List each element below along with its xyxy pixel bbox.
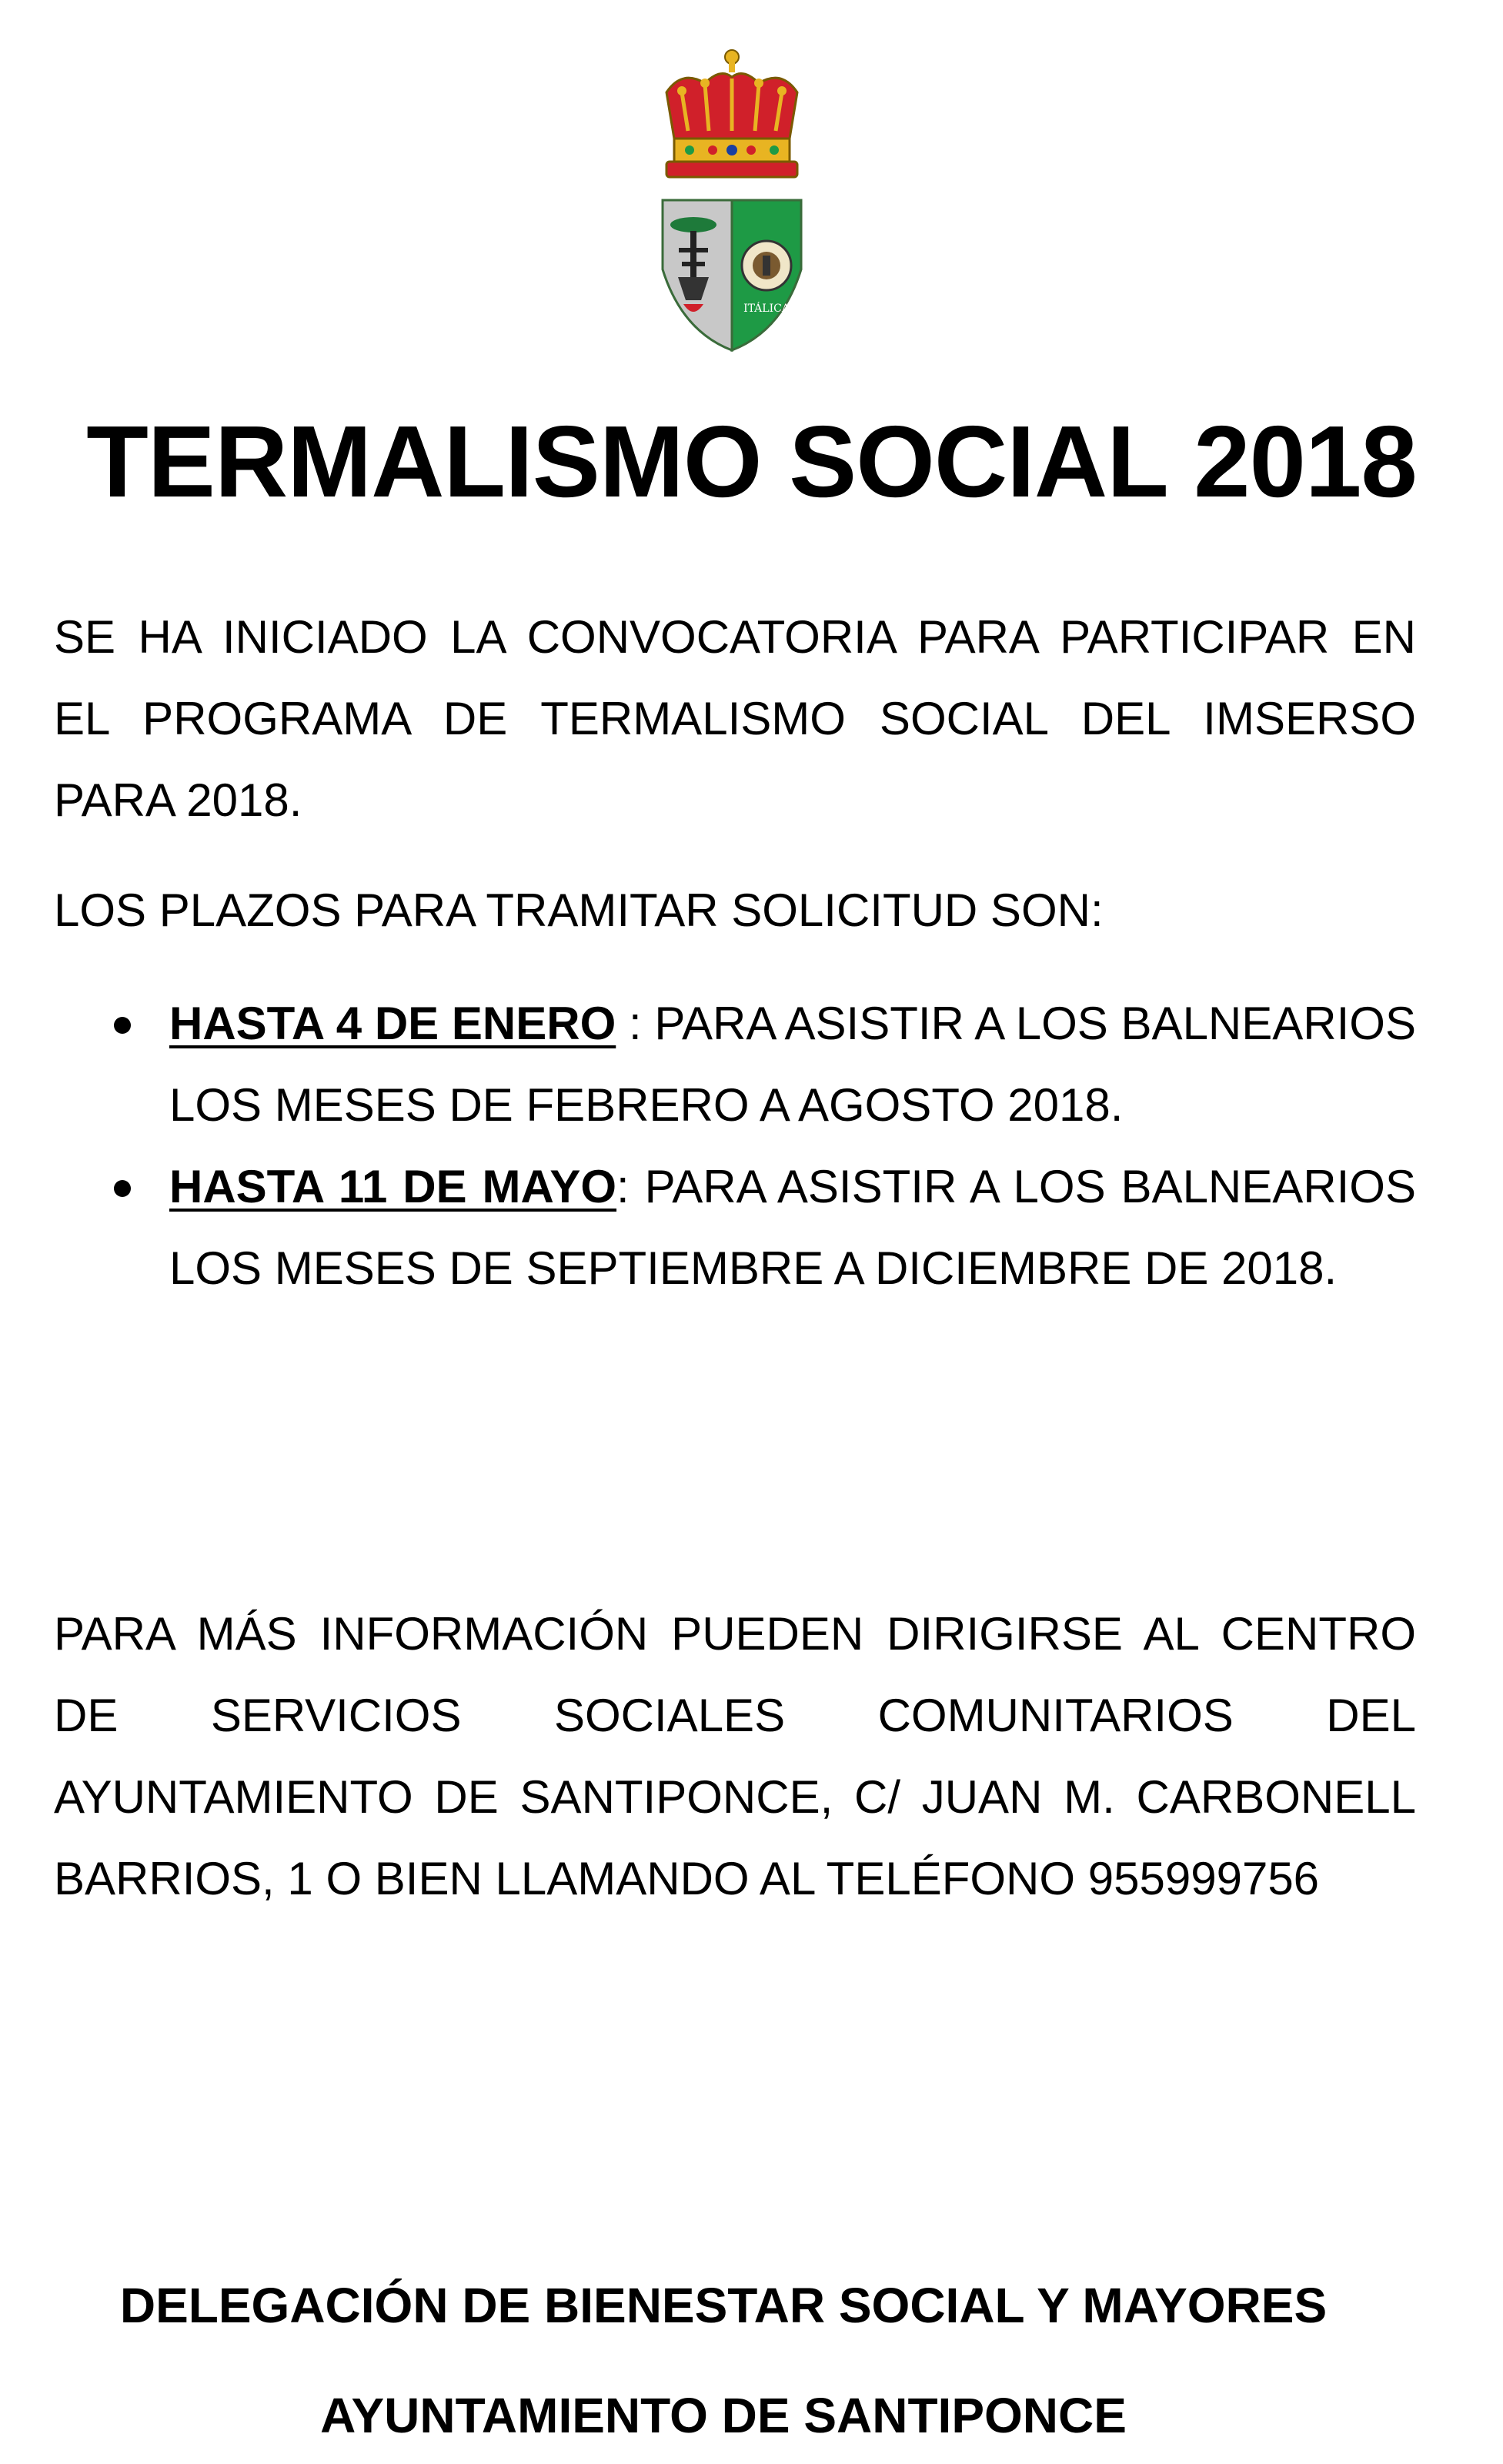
deadlines-intro: LOS PLAZOS PARA TRAMITAR SOLICITUD SON:	[54, 884, 1104, 936]
list-item	[54, 1146, 1416, 1309]
crown-icon	[666, 50, 797, 177]
deadline-date: HASTA 4 DE ENERO	[169, 998, 616, 1049]
bullet-icon	[114, 1017, 131, 1034]
footer-delegation: DELEGACIÓN DE BIENESTAR SOCIAL Y MAYORES	[119, 2278, 1328, 2333]
info-paragraph: PARA MÁS INFORMACIÓN PUEDEN DIRIGIRSE AL CENTRO DE SERVICIOS SOCIALES COMUNITARIOS DEL AYUNTAMIENTO DE SANTIPONCE, C/ JUAN M. CARBONELL BARRIOS, 1 O BIEN LLAMANDO AL TELÉFONO 955999756	[54, 1608, 1416, 1904]
emblem-inscription: ITÁLICA	[743, 303, 790, 315]
deadline-list	[54, 983, 1416, 1309]
deadline-text: : PARA ASISTIR A LOS BALNEARIOS LOS MESES DE SEPTIEMBRE A DICIEMBRE DE 2018.	[169, 1161, 1416, 1294]
page-title: TERMALISMO SOCIAL 2018	[86, 405, 1417, 518]
footer-council: AYUNTAMIENTO DE SANTIPONCE	[320, 2388, 1127, 2443]
bullet-icon	[114, 1180, 131, 1197]
coat-of-arms-icon	[651, 46, 813, 354]
shield-icon	[663, 200, 801, 350]
deadline-text: : PARA ASISTIR A LOS BALNEARIOS LOS MESES DE FEBRERO A AGOSTO 2018.	[169, 998, 1416, 1131]
list-item	[54, 983, 1416, 1146]
deadline-date: HASTA 11 DE MAYO	[169, 1161, 617, 1212]
intro-paragraph: SE HA INICIADO LA CONVOCATORIA PARA PARTICIPAR EN EL PROGRAMA DE TERMALISMO SOCIAL DEL IMSERSO PARA 2018.	[54, 611, 1416, 826]
